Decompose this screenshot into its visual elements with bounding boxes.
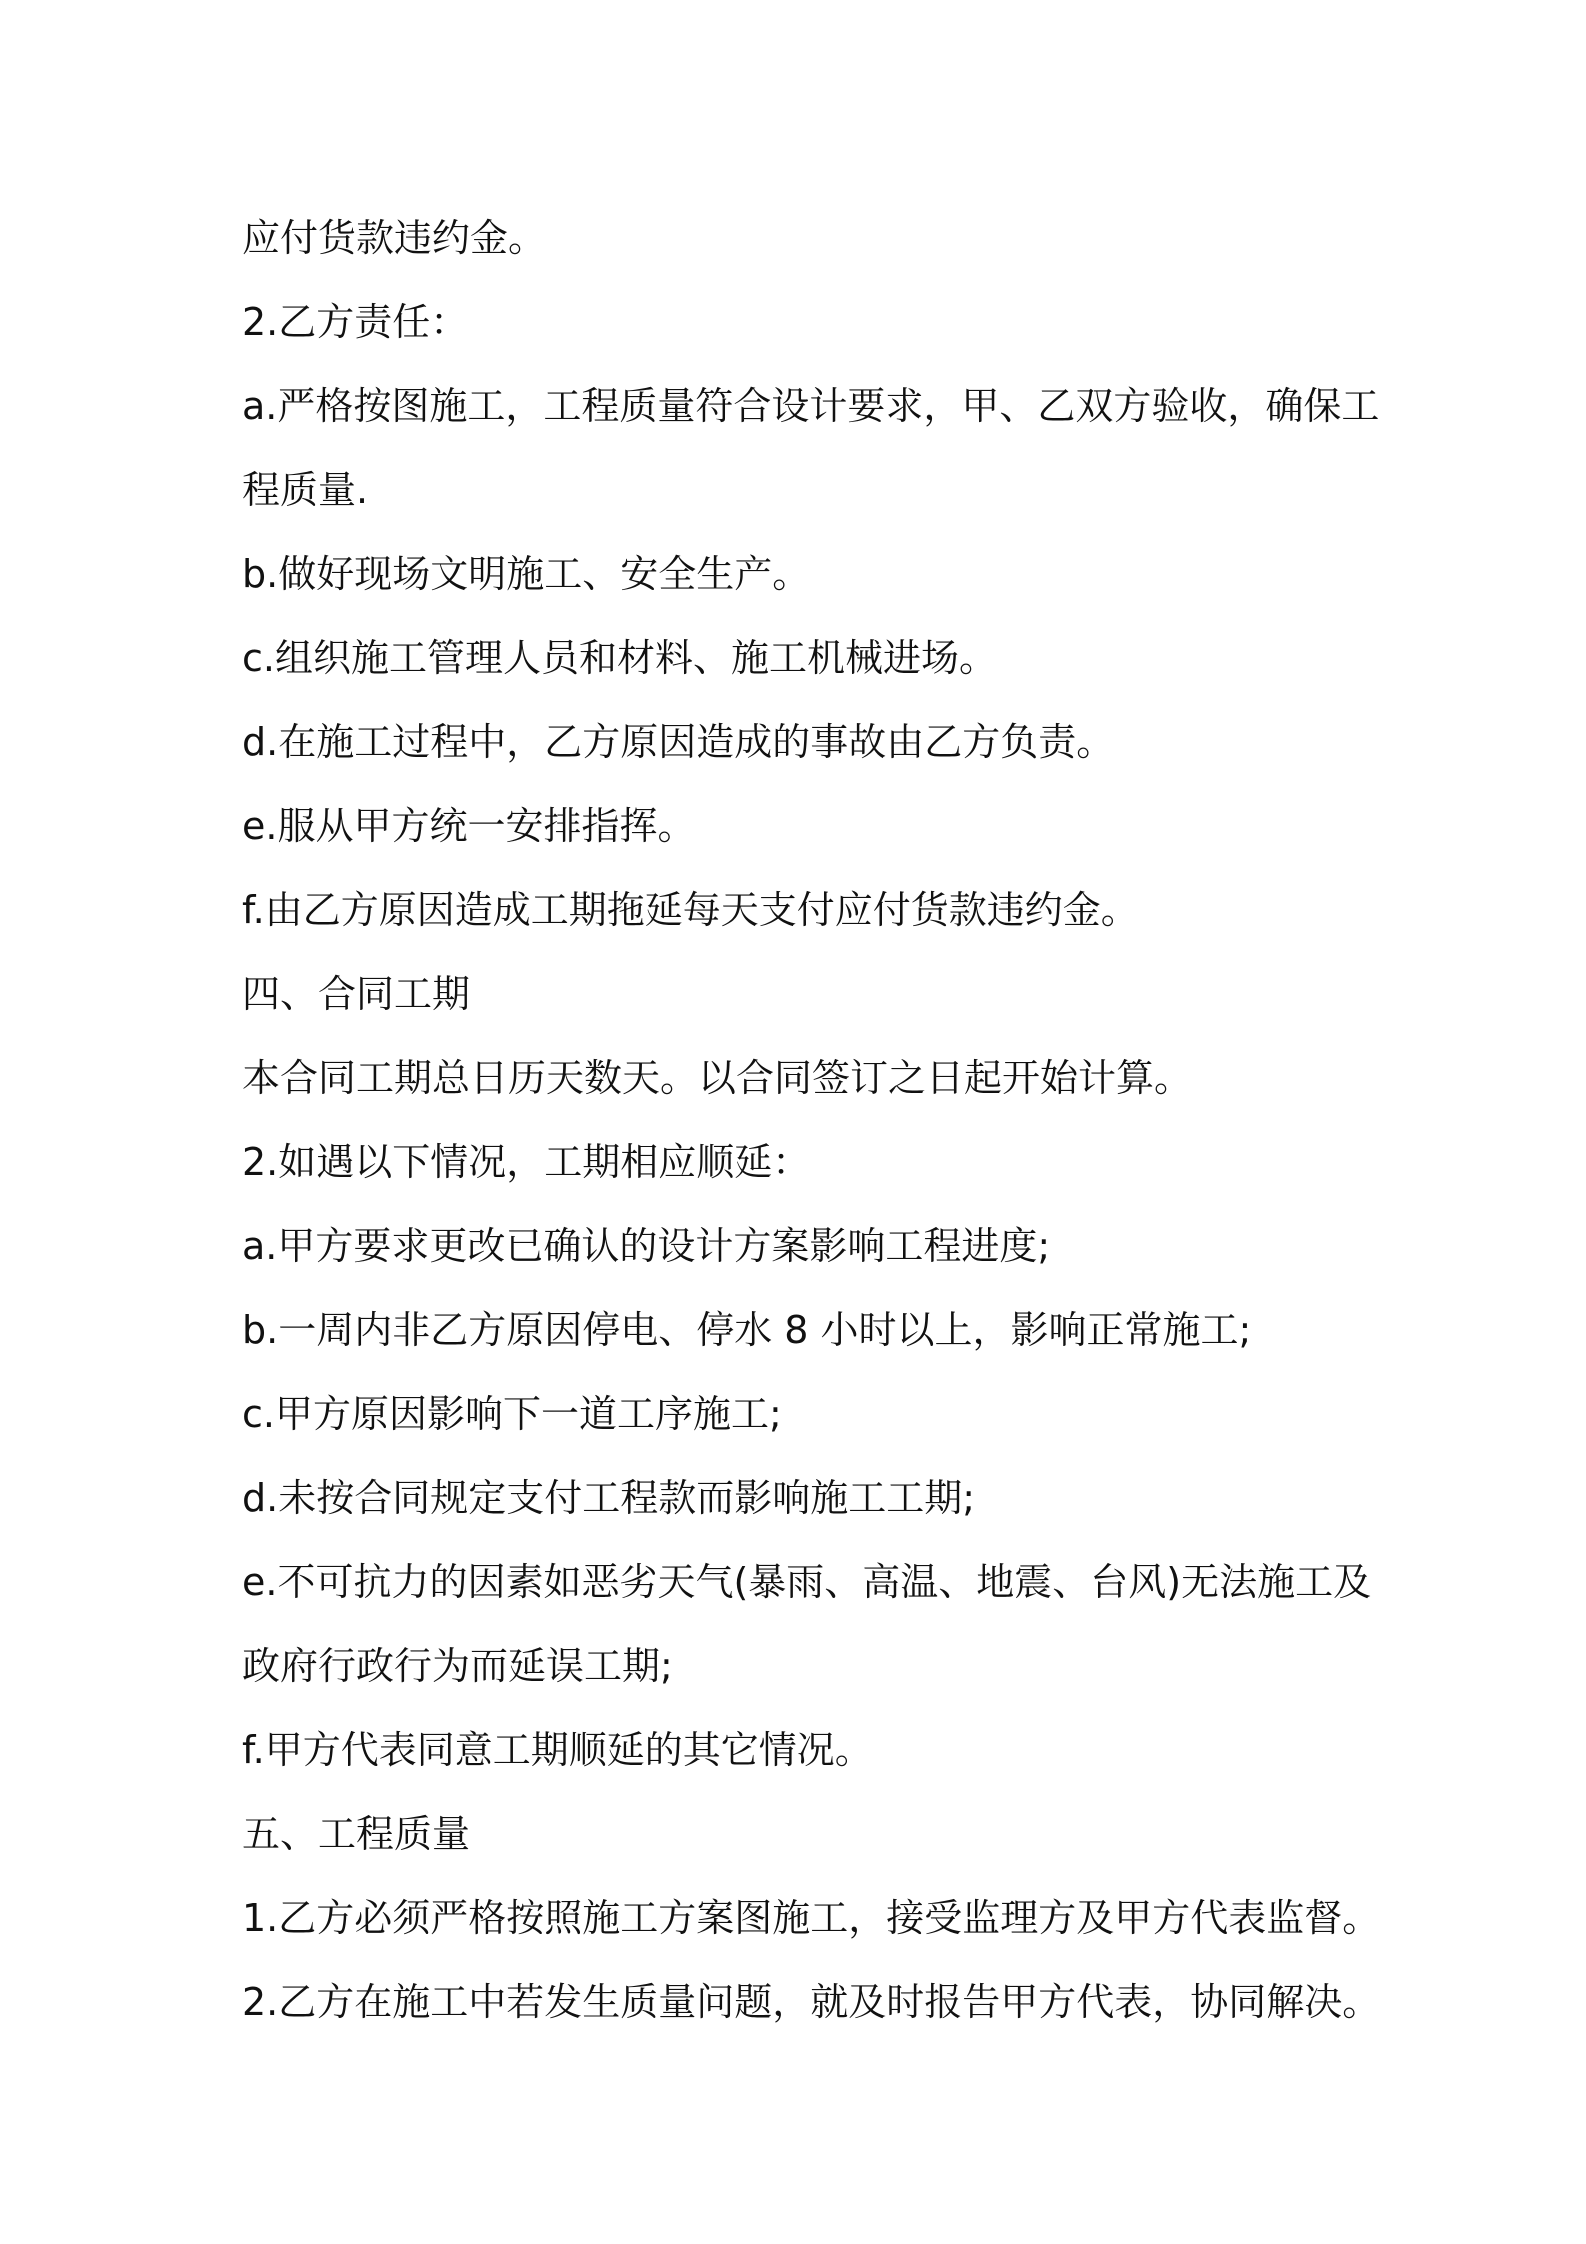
text-line: a.甲方要求更改已确认的设计方案影响工程进度; [242, 1224, 1051, 1268]
text-line: 政府行政行为而延误工期; [242, 1644, 673, 1688]
section-heading: 2.乙方责任： [242, 300, 469, 344]
text-line: b.一周内非乙方原因停电、停水 8 小时以上，影响正常施工; [242, 1308, 1252, 1352]
text-line: d.未按合同规定支付工程款而影响施工工期; [242, 1476, 976, 1520]
text-line: e.服从甲方统一安排指挥。 [242, 804, 696, 848]
text-line: c.甲方原因影响下一道工序施工; [242, 1392, 782, 1436]
text-line: a.严格按图施工，工程质量符合设计要求，甲、乙双方验收，确保工 [242, 384, 1380, 428]
text-line: e.不可抗力的因素如恶劣天气(暴雨、高温、地震、台风)无法施工及 [242, 1560, 1372, 1604]
text-line: 2.乙方在施工中若发生质量问题，就及时报告甲方代表，协同解决。 [242, 1980, 1381, 2024]
section-heading: 四、合同工期 [242, 972, 471, 1016]
text-line: c.组织施工管理人员和材料、施工机械进场。 [242, 636, 997, 680]
text-line: 1.乙方必须严格按照施工方案图施工，接受监理方及甲方代表监督。 [242, 1896, 1381, 1940]
text-line: d.在施工过程中，乙方原因造成的事故由乙方负责。 [242, 720, 1115, 764]
text-line: 应付货款违约金。 [242, 216, 547, 260]
text-line: f.甲方代表同意工期顺延的其它情况。 [242, 1728, 873, 1772]
text-line: f.由乙方原因造成工期拖延每天支付应付货款违约金。 [242, 888, 1139, 932]
section-heading: 五、工程质量 [242, 1812, 471, 1856]
text-line: 2.如遇以下情况，工期相应顺延： [242, 1140, 811, 1184]
document-body [242, 196, 1381, 2044]
text-line: 本合同工期总日历天数天。以合同签订之日起开始计算。 [242, 1056, 1193, 1100]
text-line: b.做好现场文明施工、安全生产。 [242, 552, 811, 596]
text-line: 程质量. [242, 468, 369, 512]
